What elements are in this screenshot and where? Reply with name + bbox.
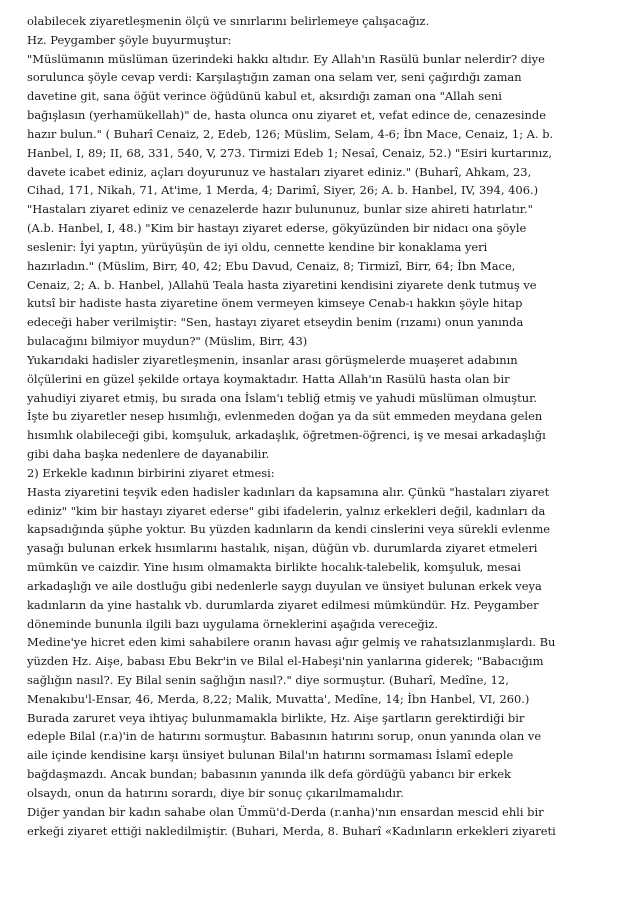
text-line: bağışlasın (yerhamükellah)" de, hasta olunca onu ziyaret et, vefat edince de, cenazesinde (27, 108, 546, 123)
text-line: hısımlık olabileceği gibi, komşuluk, arkadaşlık, öğretmen-öğrenci, iş ve mesai arkadaşlığı (27, 428, 546, 443)
text-line: edeceği haber verilmiştir: "Sen, hastayı ziyaret etseydin benim (rızamı) onun yanında (27, 315, 524, 330)
text-line: "Hastaları ziyaret ediniz ve cenazelerde hazır bulununuz, bunlar size ahireti hatırlatır." (27, 202, 533, 217)
text-line: sağlığın nasıl?. Ey Bilal senin sağlığın nasıl?." diye sormuştur. (Buharî, Medîne, 12, (27, 672, 509, 687)
text-line: yasağı bulunan erkek hısımlarını hastalık, nişan, düğün vb. durumlarda ziyaret etmeleri (27, 541, 538, 556)
text-line: Hasta ziyaretini teşvik eden hadisler kadınları da kapsamına alır. Çünkü "hastaları ziyaret (27, 484, 550, 499)
text-line: Medine'ye hicret eden kimi sahabilere oranın havası ağır gelmiş ve rahatsızlanmışlardı. Bu (27, 635, 556, 650)
text-line: aile içinde kendisine karşı ünsiyet bulunan Bilal'ın hatırını sormaması İslamî edeple (27, 748, 514, 763)
text-line: arkadaşlığı ve aile dostluğu gibi nedenlerle saygı duyulan ve ünsiyet bulunan erkek veya (27, 578, 542, 593)
text-line: gibi daha başka nedenlere de dayanabilir. (27, 447, 270, 462)
text-line: hazır bulun." ( Buharî Cenaiz, 2, Edeb, 126; Müslim, Selam, 4-6; İbn Mace, Cenaiz, 1; A. b. (27, 126, 554, 141)
text-line: davete icabet ediniz, açları doyurunuz ve hastaları ziyaret ediniz." (Buharî, Ahkam, 23, (27, 164, 532, 179)
text-line: bulacağını bilmiyor muydun?" (Müslim, Birr, 43) (27, 334, 308, 349)
text-line: "Müslümanın müslüman üzerindeki hakkı altıdır. Ey Allah'ın Rasülü bunlar nelerdir? diye (27, 51, 545, 66)
text-line: yahudiyi ziyaret etmiş, bu sırada ona İslam'ı tebliğ etmiş ve yahudi müslüman olmuştur. (27, 390, 537, 405)
text-line: olsaydı, onun da hatırını sorardı, diye bir sonuç çıkarılmamalıdır. (27, 785, 404, 800)
text-line: edeple Bilal (r.a)'in de hatırını sormuştur. Babasının hatırını sorup, onun yanında olan ve (27, 729, 542, 744)
text-line: olabilecek ziyaretleşmenin ölçü ve sınırlarını belirlemeye çalışacağız. (27, 14, 430, 28)
text-line: kapsadığında şüphe yoktur. Bu yüzden kadınların da kendi cinslerini veya sürekli evlenme (27, 522, 551, 537)
text-line: hazırladın." (Müslim, Birr, 40, 42; Ebu Davud, Cenaiz, 8; Tirmizî, Birr, 64; İbn Mace, (27, 258, 516, 273)
text-line: davetine git, sana öğüt verince öğüdünü kabul et, aksırdığı zaman ona "Allah seni (27, 89, 502, 104)
text-line: Diğer yandan bir kadın sahabe olan Ümmü'd-Derda (r.anha)'nın ensardan mescid ehli bir (27, 804, 544, 819)
text-line: mümkün ve caizdir. Yine hısım olmamakta birlikte hocalık-talebelik, komşuluk, mesai (27, 560, 521, 575)
text-line: yüzden Hz. Aişe, babası Ebu Bekr'in ve Bilal el-Habeşi'nin yanlarına giderek; "Babacığım (27, 654, 544, 669)
text-line: Hanbel, I, 89; II, 68, 331, 540, V, 273. Tirmizi Edeb 1; Nesaî, Cenaiz, 52.) "Esiri kurtarınız, (27, 145, 552, 160)
text-line: Burada zaruret veya ihtiyaç bulunmamakla birlikte, Hz. Aişe şartların gerektirdiği bir (27, 710, 525, 725)
text-line: kadınların da yine hastalık vb. durumlarda ziyaret edilmesi mümkündür. Hz. Peygamber (27, 597, 539, 612)
text-line: sorulunca şöyle cevap verdi: Karşılaştığın zaman ona selam ver, seni çağırdığı zaman (27, 70, 522, 85)
text-line: seslenir: İyi yaptın, yürüyüşün de iyi oldu, cennette kendine bir konaklama yeri (27, 239, 488, 254)
text-line: ediniz" "kim bir hastayı ziyaret ederse" gibi ifadelerin, yalnız erkekleri değil, kadınları da (27, 503, 546, 518)
text-line: döneminde bununla ilgili bazı uygulama örneklerini aşağıda vereceğiz. (27, 616, 439, 631)
text-line: Cenaiz, 2; A. b. Hanbel, )Allahü Teala hasta ziyaretini kendisini ziyarete denk tutmuş ve (27, 277, 537, 292)
text-line: erkeği ziyaret ettiği nakledilmiştir. (Buhari, Merda, 8. Buharî «Kadınların erkekleri ziyareti (27, 823, 556, 838)
text-line: ölçülerini en güzel şekilde ortaya koymaktadır. Hatta Allah'ın Rasülü hasta olan bir (27, 371, 510, 386)
text-line: (A.b. Hanbel, I, 48.) "Kim bir hastayı ziyaret ederse, gökyüzünden bir nidacı ona şöyle (27, 221, 527, 236)
text-line: bağdaşmazdı. Ancak bundan; babasının yanında ilk defa gördüğü yabancı bir erkek (27, 767, 511, 782)
text-line: Cihad, 171, Nikah, 71, At'ime, 1 Merda, 4; Darimî, Siyer, 26; A. b. Hanbel, IV, 394, 406.) (27, 183, 539, 198)
text-line: Yukarıdaki hadisler ziyaretleşmenin, insanlar arası görüşmelerde muaşeret adabının (27, 352, 518, 367)
text-line: kutsî bir hadiste hasta ziyaretine önem vermeyen kimseye Cenab-ı hakkın şöyle hitap (27, 296, 523, 311)
text-line: 2) Erkekle kadının birbirini ziyaret etmesi: (27, 465, 275, 480)
text-line: Hz. Peygamber şöyle buyurmuştur: (27, 32, 232, 47)
text-line: İşte bu ziyaretler nesep hısımlığı, evlenmeden doğan ya da süt emmeden meydana gelen (27, 409, 543, 424)
text-line: Menakıbu'l-Ensar, 46, Merda, 8,22; Malik, Muvatta', Medîne, 14; İbn Hanbel, VI, 260.) (27, 691, 530, 706)
